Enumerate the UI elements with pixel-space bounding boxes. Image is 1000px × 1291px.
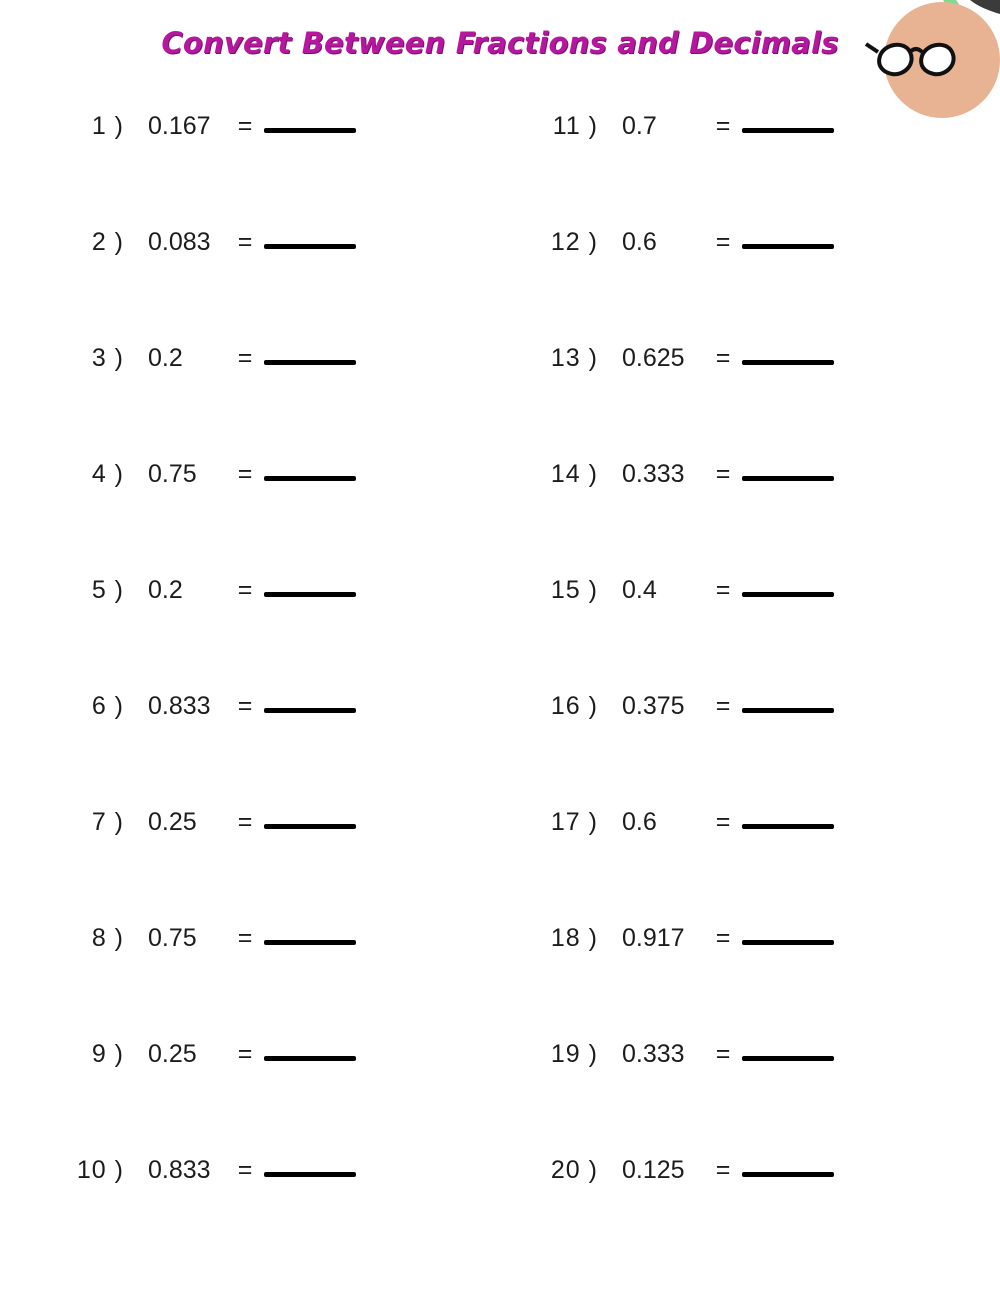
- problem-number: 9 ): [91, 1040, 124, 1068]
- problem-row: [62, 692, 500, 808]
- problem-number: 3 ): [91, 344, 124, 372]
- equals-sign: =: [715, 808, 731, 836]
- problem-row: [62, 344, 500, 460]
- problem-number: 11 ): [552, 112, 598, 140]
- answer-blank[interactable]: [264, 592, 356, 597]
- problem-column-right: [500, 112, 1000, 1272]
- equals-sign: =: [715, 112, 731, 140]
- problem-number: 16 ): [550, 692, 598, 720]
- problem-row: [62, 808, 500, 924]
- problem-value: 0.75: [148, 460, 197, 488]
- equals-sign: =: [715, 1040, 731, 1068]
- problem-row: [520, 924, 1000, 1040]
- answer-blank[interactable]: [742, 1172, 834, 1177]
- problem-value: 0.625: [622, 344, 685, 372]
- equals-sign: =: [237, 344, 253, 372]
- answer-blank[interactable]: [264, 708, 356, 713]
- equals-sign: =: [237, 460, 253, 488]
- answer-blank[interactable]: [742, 592, 834, 597]
- equals-sign: =: [237, 924, 253, 952]
- answer-blank[interactable]: [264, 1172, 356, 1177]
- hat-shape: [964, 0, 1000, 14]
- problem-value: 0.083: [148, 228, 211, 256]
- problem-column-left: [0, 112, 500, 1272]
- leaf-shape-left: [942, 0, 961, 18]
- answer-blank[interactable]: [742, 128, 834, 133]
- problem-number: 17 ): [550, 808, 598, 836]
- problem-value: 0.2: [148, 344, 183, 372]
- problem-number: 4 ): [91, 460, 124, 488]
- problem-row: [520, 1156, 1000, 1272]
- problem-row: [520, 1040, 1000, 1156]
- problem-number: 8 ): [91, 924, 124, 952]
- equals-sign: =: [237, 1040, 253, 1068]
- problem-value: 0.333: [622, 1040, 685, 1068]
- problem-value: 0.7: [622, 112, 657, 140]
- problem-row: [62, 1040, 500, 1156]
- equals-sign: =: [715, 924, 731, 952]
- answer-blank[interactable]: [264, 128, 356, 133]
- problem-value: 0.833: [148, 692, 211, 720]
- problem-value: 0.4: [622, 576, 657, 604]
- equals-sign: =: [237, 576, 253, 604]
- problem-row: [520, 228, 1000, 344]
- problem-value: 0.167: [148, 112, 211, 140]
- answer-blank[interactable]: [742, 360, 834, 365]
- problem-row: [62, 1156, 500, 1272]
- answer-blank[interactable]: [264, 244, 356, 249]
- answer-blank[interactable]: [264, 940, 356, 945]
- problem-number: 10 ): [76, 1156, 124, 1184]
- problem-number: 15 ): [550, 576, 598, 604]
- problem-columns: [0, 112, 1000, 1272]
- equals-sign: =: [237, 692, 253, 720]
- answer-blank[interactable]: [264, 824, 356, 829]
- head-shape: [884, 2, 1000, 118]
- problem-row: [520, 576, 1000, 692]
- problems-area: [0, 112, 1000, 1272]
- problem-value: 0.917: [622, 924, 685, 952]
- answer-blank[interactable]: [742, 244, 834, 249]
- answer-blank[interactable]: [264, 360, 356, 365]
- problem-number: 19 ): [550, 1040, 598, 1068]
- problem-value: 0.75: [148, 924, 197, 952]
- equals-sign: =: [715, 228, 731, 256]
- equals-sign: =: [715, 692, 731, 720]
- problem-row: [520, 692, 1000, 808]
- answer-blank[interactable]: [742, 476, 834, 481]
- problem-number: 12 ): [550, 228, 598, 256]
- problem-value: 0.833: [148, 1156, 211, 1184]
- problem-number: 14 ): [550, 460, 598, 488]
- problem-value: 0.125: [622, 1156, 685, 1184]
- problem-row: [62, 460, 500, 576]
- problem-row: [520, 460, 1000, 576]
- answer-blank[interactable]: [742, 708, 834, 713]
- answer-blank[interactable]: [742, 824, 834, 829]
- answer-blank[interactable]: [742, 1056, 834, 1061]
- problem-number: 18 ): [550, 924, 598, 952]
- problem-value: 0.25: [148, 808, 197, 836]
- equals-sign: =: [715, 344, 731, 372]
- problem-row: [520, 112, 1000, 228]
- equals-sign: =: [237, 1156, 253, 1184]
- problem-row: [62, 576, 500, 692]
- problem-number: 13 ): [550, 344, 598, 372]
- problem-value: 0.6: [622, 808, 657, 836]
- problem-number: 7 ): [91, 808, 124, 836]
- problem-value: 0.375: [622, 692, 685, 720]
- equals-sign: =: [715, 576, 731, 604]
- problem-value: 0.25: [148, 1040, 197, 1068]
- problem-row: [520, 344, 1000, 460]
- equals-sign: =: [237, 808, 253, 836]
- problem-number: 1 ): [91, 112, 124, 140]
- problem-number: 20 ): [550, 1156, 598, 1184]
- problem-number: 6 ): [91, 692, 124, 720]
- problem-number: 2 ): [91, 228, 124, 256]
- answer-blank[interactable]: [264, 476, 356, 481]
- problem-value: 0.6: [622, 228, 657, 256]
- problem-number: 5 ): [91, 576, 124, 604]
- answer-blank[interactable]: [264, 1056, 356, 1061]
- equals-sign: =: [715, 460, 731, 488]
- equals-sign: =: [237, 228, 253, 256]
- page-title: Convert Between Fractions and Decimals: [161, 26, 839, 60]
- equals-sign: =: [715, 1156, 731, 1184]
- problem-row: [62, 228, 500, 344]
- problem-value: 0.333: [622, 460, 685, 488]
- problem-row: [62, 924, 500, 1040]
- equals-sign: =: [237, 112, 253, 140]
- problem-row: [62, 112, 500, 228]
- answer-blank[interactable]: [742, 940, 834, 945]
- problem-value: 0.2: [148, 576, 183, 604]
- problem-row: [520, 808, 1000, 924]
